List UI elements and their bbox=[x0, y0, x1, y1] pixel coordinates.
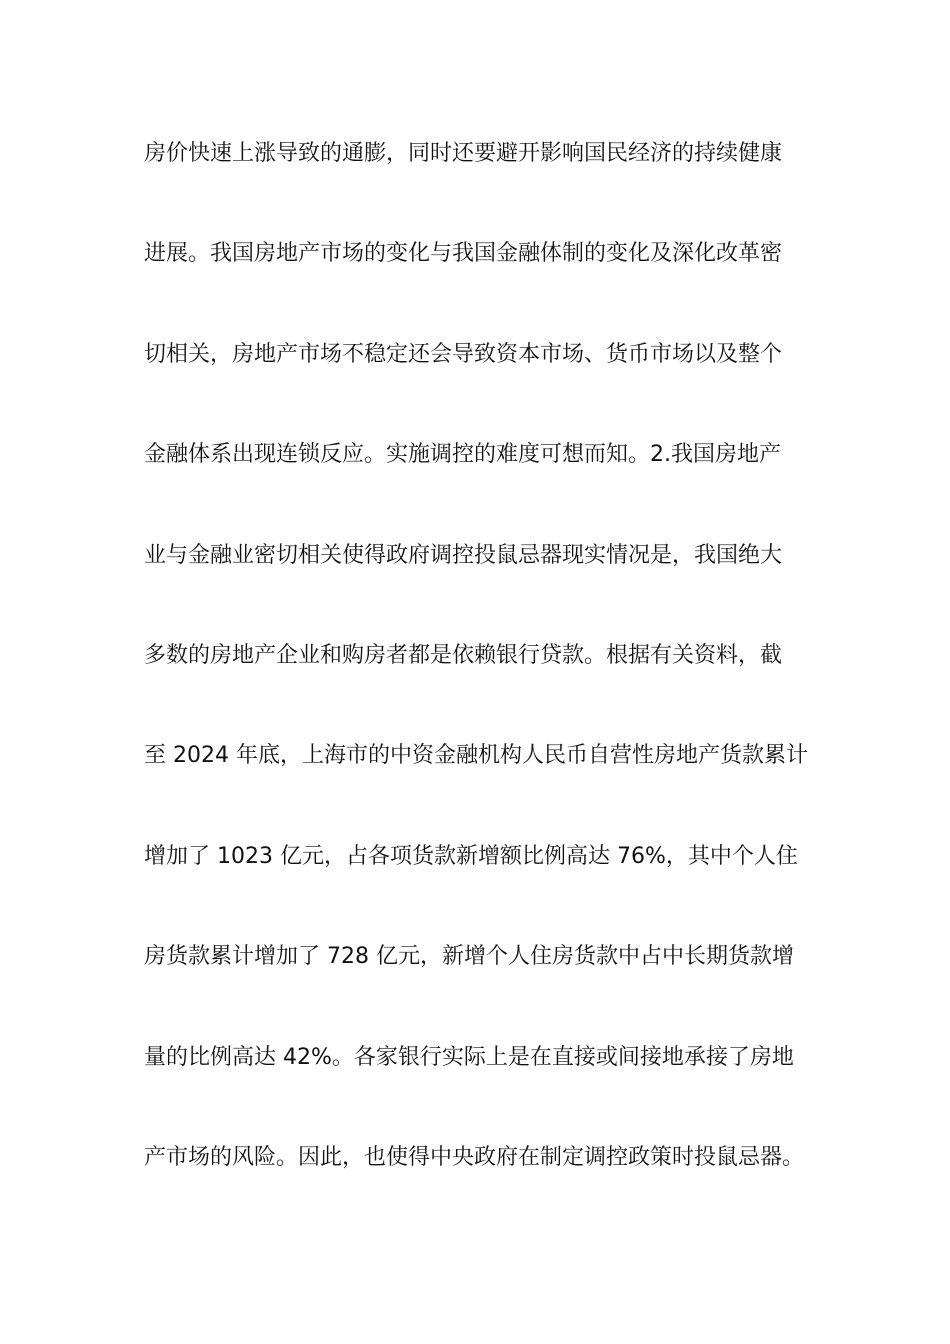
text-line: 增加了 1023 亿元，占各项货款新增额比例高达 76%，其中个人住 bbox=[144, 843, 798, 869]
text-line: 多数的房地产企业和购房者都是依赖银行贷款。根据有关资料，截 bbox=[144, 642, 783, 668]
text-line: 房货款累计增加了 728 亿元，新增个人住房货款中占中长期货款增 bbox=[144, 944, 794, 970]
text-line: 进展。我国房地产市场的变化与我国金融体制的变化及深化改革密 bbox=[144, 241, 783, 267]
text-line: 产市场的风险。因此，也使得中央政府在制定调控政策时投鼠忌器。 bbox=[144, 1144, 805, 1170]
text-line: 业与金融业密切相关使得政府调控投鼠忌器现实情况是，我国绝大 bbox=[144, 542, 783, 568]
text-line: 量的比例高达 42%。各家银行实际上是在直接或间接地承接了房地 bbox=[144, 1044, 794, 1070]
text-line: 金融体系出现连锁反应。实施调控的难度可想而知。2.我国房地产 bbox=[144, 442, 781, 468]
body-text bbox=[144, 131, 824, 1235]
text-line: 房价快速上涨导致的通膨，同时还要避开影响国民经济的持续健康 bbox=[144, 141, 783, 166]
text-line: 切相关，房地产市场不稳定还会导致资本市场、货币市场以及整个 bbox=[144, 341, 783, 367]
text-line: 至 2024 年底，上海市的中资金融机构人民币自营性房地产货款累计 bbox=[144, 743, 808, 769]
